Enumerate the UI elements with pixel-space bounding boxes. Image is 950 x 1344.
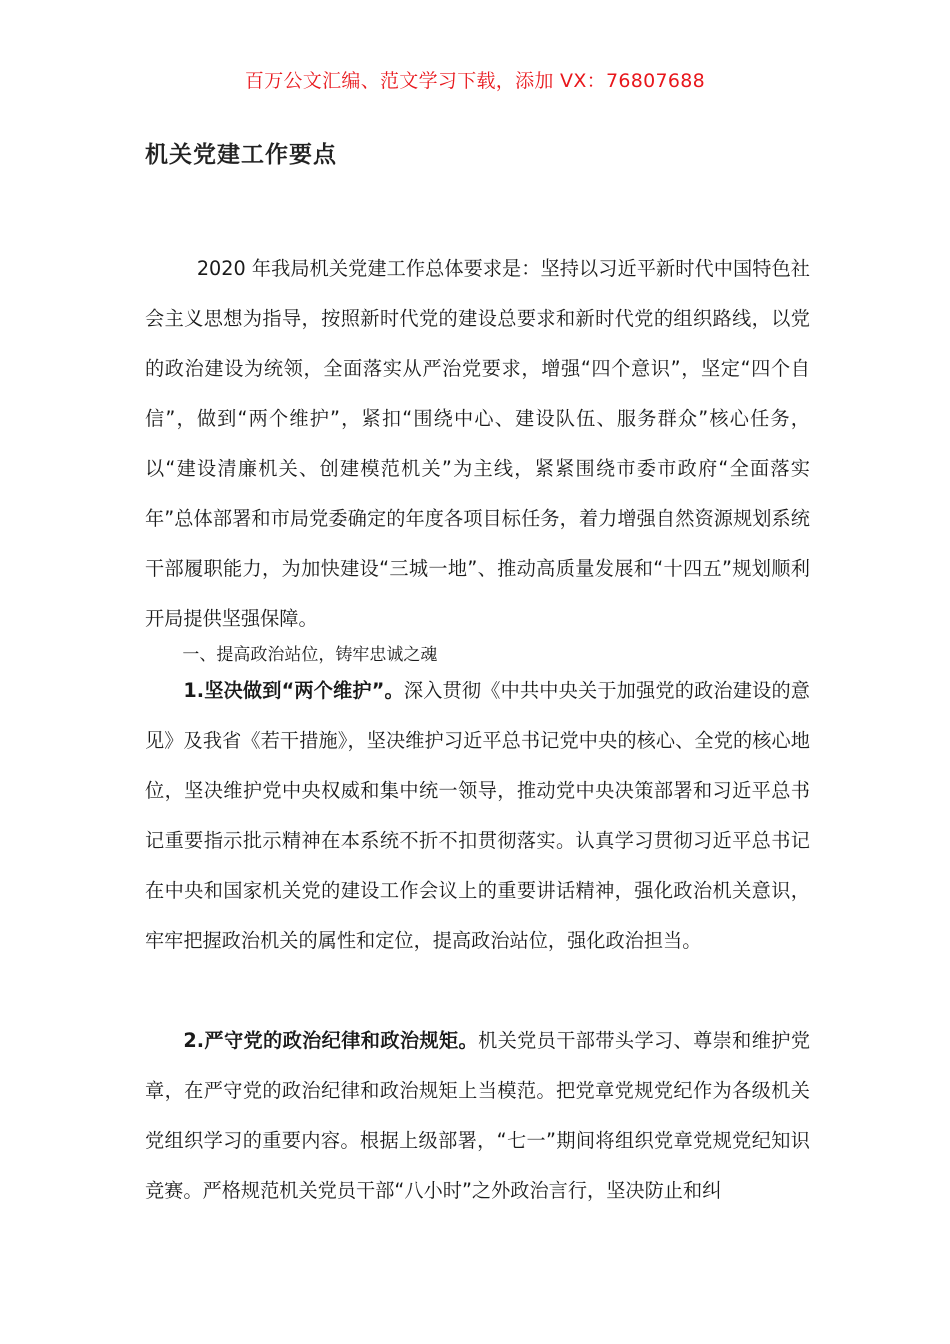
intro-text: 2020 年我局机关党建工作总体要求是：坚持以习近平新时代中国特色社会主义思想为指导，按照新时代党的建设总要求和新时代党的组织路线，以党的政治建设为统领，全面落实从严治党要求，增强“四个意识”，坚定“四个自信”，做到“两个维护”，紧扣“围绕中心、建设队伍、服务群众”核心任务，以“建设清廉机关、创建模范机关”为主线，紧紧围绕市委市政府“全面落实年”总体部署和市局党委确定的年度各项目标任务，着力增强自然资源规划系统干部履职能力，为加快建设“三城一地”、推动高质量发展和“十四五”规划顺利开局提供坚强保障。	[145, 257, 810, 630]
watermark-banner: 百万公文汇编、范文学习下载，添加 VX：76807688	[244, 70, 706, 92]
paragraph-1-body: 深入贯彻《中共中央关于加强党的政治建设的意见》及我省《若干措施》，坚决维护习近平总书记党中央的核心、全党的核心地位，坚决维护党中央权威和集中统一领导，推动党中央决策部署和习近平总书记重要指示批示精神在本系统不折不扣贯彻落实。认真学习贯彻习近平总书记在中央和国家机关党的建设工作会议上的重要讲话精神，强化政治机关意识，牢牢把握政治机关的属性和定位，提高政治站位，强化政治担当。	[145, 679, 810, 952]
paragraph-1-lead: 1.坚决做到“两个维护”。	[183, 679, 404, 702]
paragraph-2-lead: 2.严守党的政治纪律和政治规矩。	[183, 1029, 479, 1052]
paragraph-1-text	[145, 666, 810, 966]
paragraph-item-1	[145, 666, 810, 966]
paragraph-item-2	[145, 1016, 810, 1216]
section-heading: 一、提高政治站位，铸牢忠诚之魂	[182, 645, 438, 665]
intro-paragraph	[145, 244, 810, 644]
paragraph-2-body: 机关党员干部带头学习、尊崇和维护党章，在严守党的政治纪律和政治规矩上当模范。把党章党规党纪作为各级机关党组织学习的重要内容。根据上级部署，“七一”期间将组织党章党规党纪知识竞赛。严格规范机关党员干部“八小时”之外政治言行，坚决防止和纠	[145, 1029, 811, 1202]
paragraph-2-text	[145, 1016, 810, 1216]
document-title: 机关党建工作要点	[145, 142, 337, 168]
